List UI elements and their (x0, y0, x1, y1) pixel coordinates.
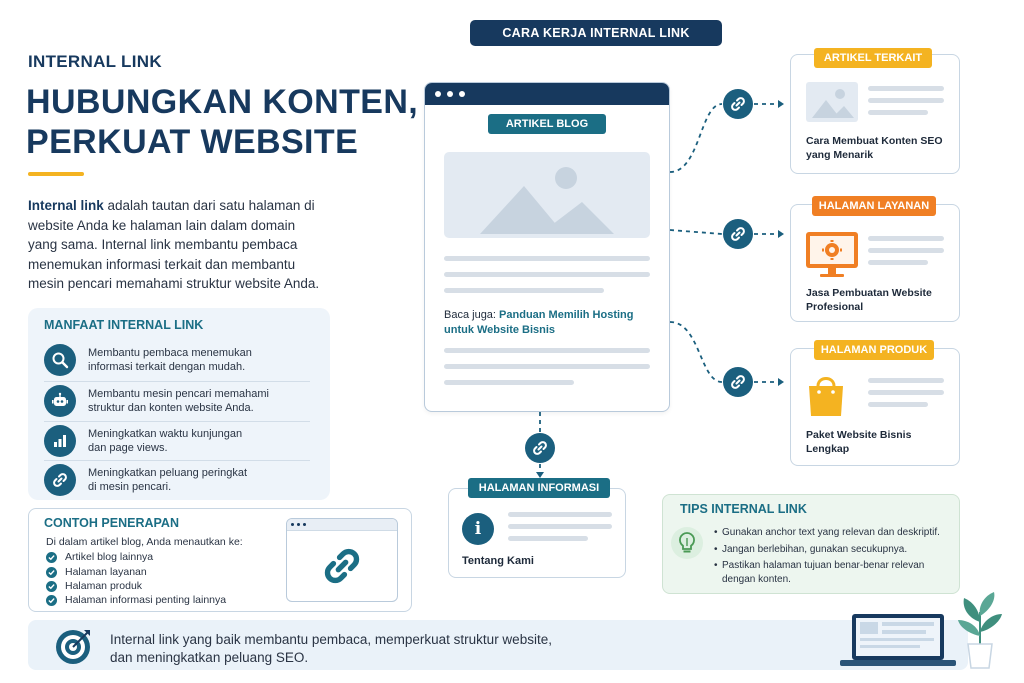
card-label: Cara Membuat Konten SEO yang Menarik (806, 135, 943, 161)
list-item: Halaman informasi penting lainnya (46, 594, 226, 606)
text-line (508, 536, 588, 541)
link-icon (44, 464, 76, 496)
eyebrow-label: INTERNAL LINK (28, 52, 162, 71)
tips-list (714, 526, 954, 589)
intro-bold: Internal link (28, 198, 104, 213)
example-desc: Di dalam artikel blog, Anda menautkan ke: (46, 536, 243, 548)
text-line (444, 272, 650, 277)
text-line (444, 256, 650, 261)
benefit-item (44, 462, 314, 498)
check-icon (46, 567, 57, 578)
tip-item: • Gunakan anchor text yang relevan dan deskriptif. (714, 526, 954, 540)
title-line-2: PERKUAT WEBSITE (26, 123, 359, 161)
browser-bar (425, 83, 669, 105)
image-placeholder-icon (444, 152, 650, 238)
benefit-item (44, 342, 314, 378)
card-label: Paket Website Bisnis Lengkap (806, 429, 912, 455)
benefit-text: Meningkatkan peluang peringkat di mesin pencari. (88, 467, 248, 493)
link-icon (723, 367, 753, 397)
info-label: Tentang Kami (462, 555, 534, 567)
link-icon (723, 219, 753, 249)
image-icon (806, 82, 858, 127)
link-icon (287, 531, 397, 601)
text-line (868, 98, 944, 103)
lightbulb-icon (670, 526, 704, 565)
bar-chart-icon (44, 425, 76, 457)
blog-tag: ARTIKEL BLOG (488, 114, 606, 134)
read-also-text: Baca juga: Panduan Memilih Hosting untuk Website Bisnis (444, 309, 634, 336)
text-line (868, 248, 944, 253)
text-line (868, 86, 944, 91)
card-tag: HALAMAN PRODUK (814, 340, 934, 360)
mini-browser-illustration (286, 518, 398, 602)
text-line (444, 380, 574, 385)
search-icon (44, 344, 76, 376)
text-line (868, 260, 928, 265)
laptop-icon (840, 612, 956, 675)
plant-icon (956, 592, 1004, 675)
shopping-bag-icon (806, 372, 846, 423)
text-line (868, 236, 944, 241)
text-line (868, 378, 944, 383)
check-icon (46, 581, 57, 592)
text-line (868, 390, 944, 395)
text-line (444, 348, 650, 353)
robot-icon (44, 385, 76, 417)
title-line-1: HUBUNGKAN KONTEN, (26, 83, 419, 121)
text-line (508, 524, 612, 529)
benefit-text: Membantu mesin pencari memahami struktur dan konten website Anda. (88, 388, 269, 414)
monitor-gear-icon (806, 232, 858, 283)
target-icon (54, 626, 94, 671)
text-line (508, 512, 612, 517)
divider (44, 460, 310, 461)
benefit-text: Meningkatkan waktu kunjungan dan page views. (88, 428, 243, 454)
card-tag: ARTIKEL TERKAIT (814, 48, 932, 68)
check-icon (46, 552, 57, 563)
card-label: Jasa Pembuatan Website Profesional (806, 287, 932, 313)
text-line (868, 402, 928, 407)
section-pill: CARA KERJA INTERNAL LINK (470, 20, 722, 46)
benefit-item (44, 423, 314, 459)
bottom-message: Internal link yang baik membantu pembaca, memperkuat struktur website, dan meningkatkan peluang SEO. (110, 632, 552, 665)
list-item: Halaman layanan (46, 566, 147, 578)
divider (44, 381, 310, 382)
divider (44, 421, 310, 422)
intro-text: adalah tautan dari satu halaman di website Anda ke halaman lain dalam domain yang sama. Internal link membantu pembaca menemukan informasi terkait dan membantu mesin pencari memahami struktur website Anda. (28, 198, 320, 291)
link-icon (723, 89, 753, 119)
tips-title: TIPS INTERNAL LINK (680, 502, 807, 516)
link-icon (525, 433, 555, 463)
intro-paragraph (28, 196, 328, 294)
benefits-title: MANFAAT INTERNAL LINK (44, 318, 204, 332)
example-title: CONTOH PENERAPAN (44, 516, 179, 530)
text-line (868, 110, 928, 115)
benefit-text: Membantu pembaca menemukan informasi terkait dengan mudah. (88, 347, 252, 373)
list-item: Halaman produk (46, 580, 142, 592)
benefit-item (44, 383, 314, 419)
info-tag: HALAMAN INFORMASI (468, 478, 610, 498)
info-icon: i (462, 513, 494, 545)
text-line (444, 364, 650, 369)
read-also-link[interactable]: Panduan Memilih Hosting untuk Website Bisnis (444, 309, 634, 336)
page-title (26, 82, 418, 162)
card-tag: HALAMAN LAYANAN (812, 196, 936, 216)
title-underline (28, 172, 84, 176)
check-icon (46, 595, 57, 606)
tip-item: • Jangan berlebihan, gunakan secukupnya. (714, 543, 954, 557)
list-item: Artikel blog lainnya (46, 551, 153, 563)
tip-item: • Pastikan halaman tujuan benar-benar relevan dengan konten. (714, 559, 954, 586)
text-line (444, 288, 604, 293)
